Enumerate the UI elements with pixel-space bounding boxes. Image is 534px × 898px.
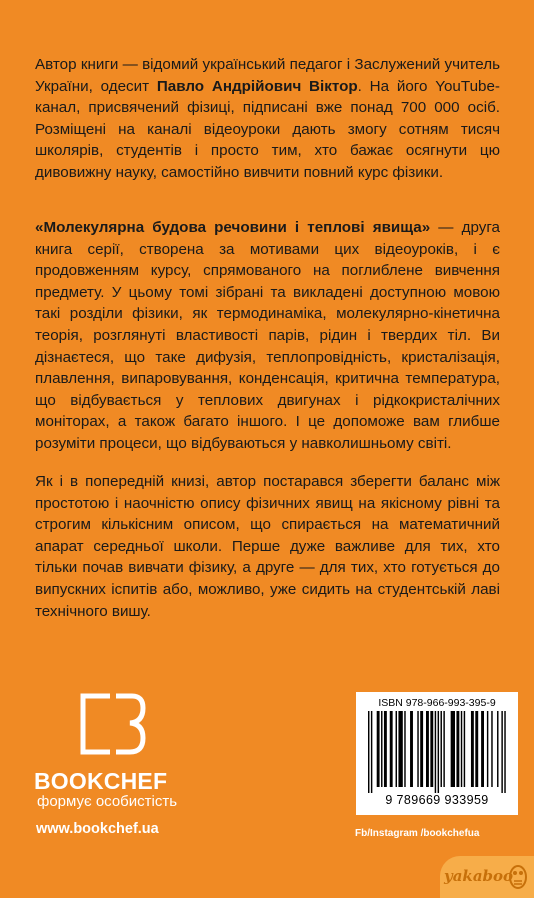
barcode-bar (456, 711, 459, 787)
barcode-bar (396, 711, 397, 787)
author-text-start: Автор книги — відомий український педагог і Заслужений учитель України, одесит (35, 56, 500, 95)
barcode-bar (501, 711, 502, 793)
barcode-bar (398, 711, 402, 787)
isbn-digits: 9 789669 933959 (385, 793, 489, 807)
publisher-social: Fb/Instagram /bookchefua (355, 828, 480, 839)
publisher-name: BOOKCHEF (34, 768, 168, 794)
barcode-bar (481, 711, 484, 787)
barcode-bar (471, 711, 474, 787)
barcode-bar (464, 711, 465, 787)
owl-icon (508, 862, 528, 890)
barcode-bar (390, 711, 393, 787)
barcode-bar (381, 711, 382, 787)
barcode-bar (491, 711, 492, 787)
barcode-bar (441, 711, 442, 787)
yakaboo-watermark (440, 856, 534, 898)
book-description-text: — друга книга серії, створена за мотивами цих відеоуроків, і є продовженням курсу, спрямованого на поглиблене вивчення предмету. У цьому томі зібрані та викладені доступною мовою такі розділи фізики, як термодинаміка, молекулярно-кінетична теорія, розглянуті властивості парів, рідин і твердих тіл. Ви дізнаєтеся, що таке дифузія, теплопровідність, кристалізація, плавлення, випаровування, конденсація, критична температура, що відбувається у теплових двигунах і рідкокристалічних моніторах, а також багато іншого. І це допоможе вам глибше розуміти процеси, що відбуваються у навколишньому світі. (35, 219, 500, 452)
approach-text: Як і в попередній книзі, автор постарався зберегти баланс між простотою і наочністю опису фізичних явищ на якісному рівні та строгим кількісним описом, що спирається на математичний апарат середньої школи. Перше дуже важливе для тих, хто тільки почав вивчати фізику, а друге — для тих, хто готується до випускних іспитів або, можливо, уже сидить на студентській лаві технічного вишу. (35, 473, 500, 620)
barcode-bar (438, 711, 439, 793)
barcode-bar (435, 711, 436, 793)
barcode-bar (420, 711, 423, 787)
barcode-bar (461, 711, 462, 787)
publisher-website: www.bookchef.ua (36, 821, 159, 837)
barcode-bar (371, 711, 372, 793)
bookchef-logo-icon (80, 693, 146, 755)
approach-paragraph (35, 471, 500, 622)
isbn-label: ISBN 978-966-993-395-9 (378, 697, 496, 709)
publisher-slogan: формує особистість (37, 793, 178, 810)
author-text-end: . На його YouTube-канал, присвячений фізиці, підписані вже понад 700 000 осіб. Розміщені на каналі відеоуроки дають змогу сотням тисяч школярів, студентів і просто тим, хто бажає осягнути цю дивовижну науку, самостійно вивчити повний курс фізики. (35, 77, 500, 181)
isbn-barcode (356, 692, 518, 815)
barcode-bar (384, 711, 387, 787)
barcode-bar (410, 711, 413, 787)
author-name: Павло Андрійович Віктор (156, 77, 358, 95)
barcode-bar (417, 711, 418, 787)
barcode-bars (366, 711, 508, 793)
barcode-bar (504, 711, 505, 793)
barcode-bar (497, 711, 498, 787)
barcode-bar (443, 711, 444, 787)
barcode-bar (451, 711, 455, 787)
barcode-bar (426, 711, 429, 787)
barcode-bar (487, 711, 488, 787)
barcode-bar (475, 711, 478, 787)
author-paragraph (35, 54, 500, 184)
watermark-logo-text: yakaboo (444, 867, 514, 885)
book-description-paragraph (35, 217, 500, 455)
barcode-bar (404, 711, 405, 787)
barcode-bar (430, 711, 433, 787)
book-title: «Молекулярна будова речовини і теплові явища» (35, 219, 431, 236)
barcode-bar (377, 711, 380, 787)
barcode-bar (368, 711, 369, 793)
